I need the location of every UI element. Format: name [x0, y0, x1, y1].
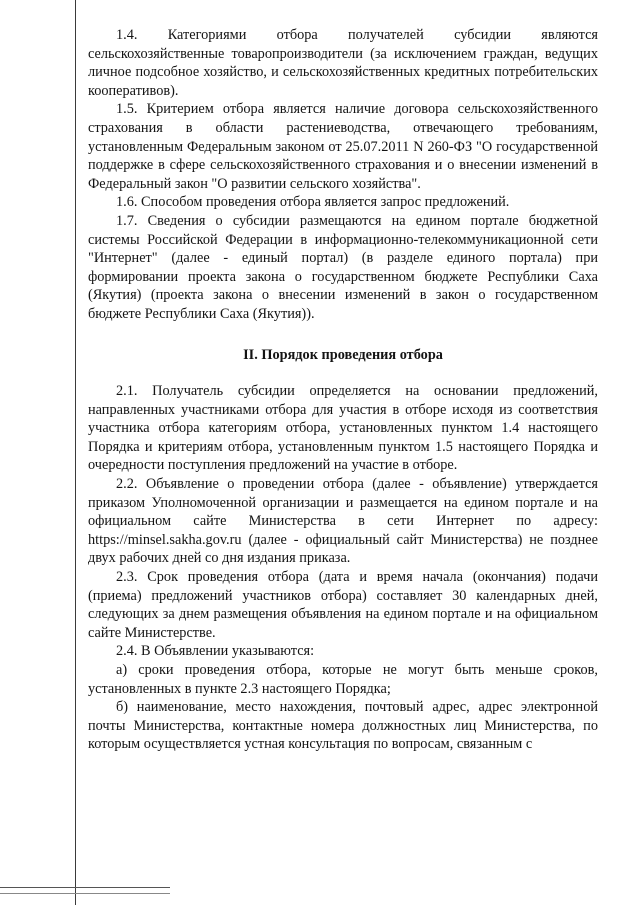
- paragraph-2-3: 2.3. Срок проведения отбора (дата и время начала (окончания) подачи (приема) предложений участников отбора) составляет 30 календарных дней, следующих за днем размещения объявления на едином портале и на официальном сайте Министерстве.: [88, 569, 598, 641]
- scan-edge-left: [75, 0, 76, 905]
- footnote-rule: [0, 887, 170, 888]
- paragraph-2-4-b: б) наименование, место нахождения, почтовый адрес, адрес электронной почты Министерства, контактные номера должностных лиц Министерства, по которым осуществляется устная консультация по вопросам, связанным с: [88, 699, 598, 753]
- paragraph-2-4: 2.4. В Объявлении указываются:: [116, 643, 315, 660]
- footnote-rule-secondary: [0, 893, 170, 894]
- document-page: [88, 26, 598, 754]
- paragraph-2-2: 2.2. Объявление о проведении отбора (далее - объявление) утверждается приказом Уполномоченной организации и размещается на едином портале и на официальном сайте Министерства в сети Интернет по адресу: https://minsel.sakha.gov.ru (далее - официальный сайт Министерства) не позднее двух рабочих дней со дня издания приказа.: [88, 476, 598, 567]
- paragraph-1-4: 1.4. Категориями отбора получателей субсидии являются сельскохозяйственные товаропроизводители (за исключением граждан, ведущих личное подсобное хозяйство, и сельскохозяйственных кредитных потребительских кооперативов).: [88, 27, 598, 99]
- paragraph-2-1: 2.1. Получатель субсидии определяется на основании предложений, направленных участниками отбора для участия в отборе исходя из соответствия участника отбора категориям отбора, установленных пунктом 1.4 настоящего Порядка и критериям отбора, установленным пунктом 1.5 настоящего Порядка и очередности поступления предложений на участие в отборе.: [88, 383, 598, 474]
- paragraph-1-5: 1.5. Критерием отбора является наличие договора сельскохозяйственного страхования в области растениеводства, отвечающего требованиям, установленным Федеральным законом от 25.07.2011 N 260-ФЗ "О государственной поддержке в сфере сельскохозяйственного страхования и о внесении изменений в Федеральный закон "О развитии сельского хозяйства".: [88, 101, 598, 192]
- paragraph-1-7: 1.7. Сведения о субсидии размещаются на едином портале бюджетной системы Российской Федерации в информационно-телекоммуникационной сети "Интернет" (далее - единый портал) (в разделе единого портала) при формировании проекта закона о государственном бюджете Республики Саха (Якутия) (проекта закона о внесении изменений в закон о государственном бюджете Республики Саха (Якутия)).: [88, 212, 598, 322]
- paragraph-2-4-a: а) сроки проведения отбора, которые не могут быть меньше сроков, установленных в пункте 2.3 настоящего Порядка;: [88, 662, 598, 697]
- paragraph-1-6: 1.6. Способом проведения отбора является запрос предложений.: [116, 194, 510, 211]
- section-heading: II. Порядок проведения отбора: [243, 346, 443, 363]
